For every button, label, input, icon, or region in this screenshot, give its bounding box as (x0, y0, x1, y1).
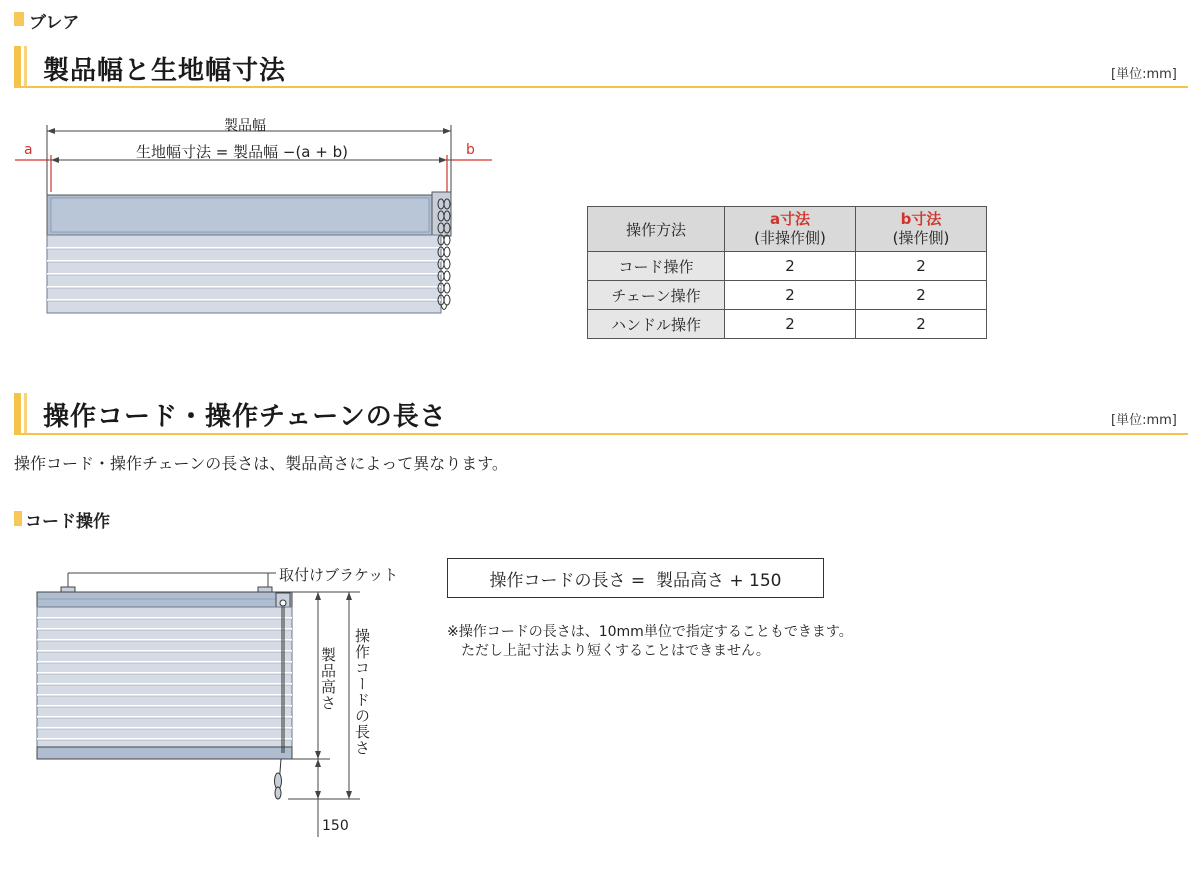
row-a-value: 2 (725, 252, 856, 281)
table-row (588, 310, 987, 339)
row-method: チェーン操作 (588, 281, 725, 310)
row-b-value: 2 (856, 310, 987, 339)
header-a-title: a寸法 (769, 210, 811, 228)
subsection-title: コード操作 (25, 512, 110, 532)
section2-unit: [単位:mm] (1111, 413, 1177, 428)
cord-operation-diagram (0, 555, 440, 855)
product-tag: ブレア (29, 13, 80, 33)
cord-length-formula: 操作コードの長さ = 製品高さ + 150 (447, 558, 824, 598)
section1-accent-bar (14, 46, 21, 86)
dimension-table (587, 206, 987, 339)
note-line-1: ※操作コードの長さは、10mm単位で指定することもできます。 (447, 624, 853, 640)
cord-length-label: 操作コードの長さ (353, 628, 371, 756)
section1-title: 製品幅と生地幅寸法 (43, 56, 287, 86)
row-a-value: 2 (725, 310, 856, 339)
header-b (856, 207, 987, 252)
section1-accent-bar2 (24, 46, 27, 86)
section1-unit: [単位:mm] (1111, 67, 1177, 82)
bracket-label: 取付けブラケット (279, 566, 399, 584)
section2-description: 操作コード・操作チェーンの長さは、製品高さによって異なります。 (14, 454, 508, 473)
b-label: b (466, 142, 475, 158)
section2-accent-bar (14, 393, 21, 433)
blind-width-diagram (0, 100, 560, 330)
header-a (725, 207, 856, 252)
row-b-value: 2 (856, 252, 987, 281)
note-line-2: ただし上記寸法より短くすることはできません。 (461, 643, 770, 659)
row-a-value: 2 (725, 281, 856, 310)
section1-rule (14, 86, 1188, 88)
header-b-sub: (操作側) (892, 229, 950, 247)
table-row (588, 281, 987, 310)
row-method: ハンドル操作 (588, 310, 725, 339)
tag-marker (14, 12, 24, 26)
section2-accent-bar2 (24, 393, 27, 433)
header-method: 操作方法 (588, 207, 725, 252)
extra-150-label: 150 (322, 818, 349, 834)
header-b-title: b寸法 (900, 210, 942, 228)
section2-rule (14, 433, 1188, 435)
a-label: a (24, 142, 33, 158)
product-width-label: 製品幅 (224, 118, 266, 134)
fabric-width-formula: 生地幅寸法 = 製品幅 −(a + b) (136, 143, 348, 161)
row-b-value: 2 (856, 281, 987, 310)
header-a-sub: (非操作側) (754, 229, 826, 247)
section2-title: 操作コード・操作チェーンの長さ (43, 402, 447, 432)
table-row (588, 252, 987, 281)
product-height-label: 製品高さ (319, 647, 337, 711)
subsection-marker (14, 511, 22, 526)
row-method: コード操作 (588, 252, 725, 281)
